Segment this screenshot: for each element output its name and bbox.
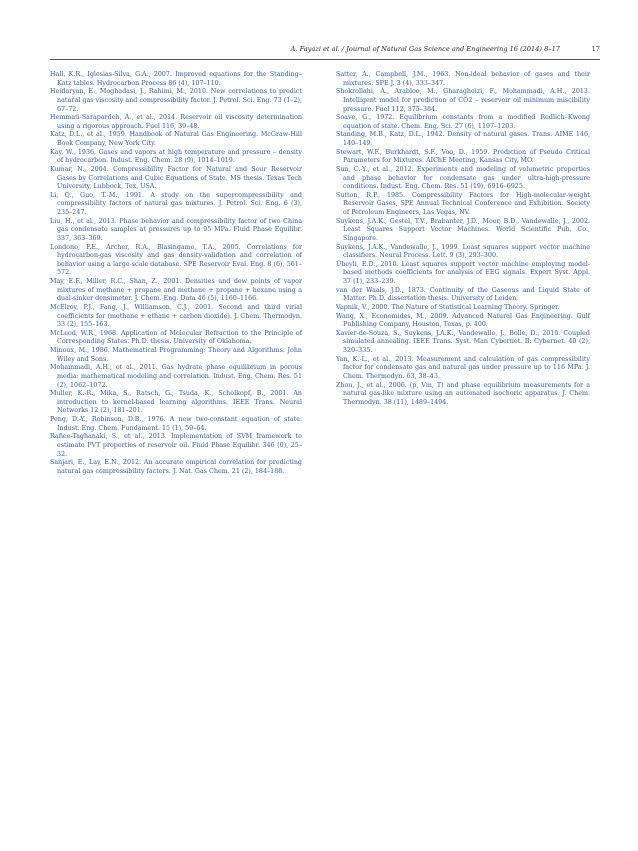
reference-entry[interactable]: McLeod, W.R., 1968. Application of Molecular Refraction to the Principle of Corresponding States. Ph.D. thesis. University of Oklahoma.: [50, 329, 302, 346]
reference-entry[interactable]: Übeyli, E.D., 2010. Least squares support vector machine employing model-based methods coefficients for analysis of EEG signals. Expert Syst. Appl. 37 (1), 233–239.: [336, 260, 590, 285]
reference-entry[interactable]: Suykens, J.A.K., Gestel, T.V., Brabanter, J.D., Moor, B.D., Vandewalle, J., 2002. Least Squares Support Vector Machines. World Scientific Pub. Co., Singapore.: [336, 217, 590, 242]
header-rule: [50, 59, 600, 60]
reference-entry[interactable]: Shokrollahi, A., Arabloo, M., Gharagheizi, F., Mohammadi, A.H., 2013. Intelligent model for prediction of CO2 – reservoir oil minimum miscibility pressure. Fuel 112, 375–384.: [336, 88, 590, 113]
reference-entry[interactable]: Zhou, J., et al., 2006. (p, Vm, T) and phase equilibrium measurements for a natural gas-like mixture using an automated isochoric apparatus. J. Chem. Thermodyn. 38 (11), 1489–1494.: [336, 381, 590, 406]
reference-entry[interactable]: May, E.F., Miller, R.C., Shan, Z., 2001. Densities and dew points of vapor mixtures of methane + propane and methane + propane + hexane using a dual-sinker densimeter. J. Chem. Eng. Data 46 (5), 1160–1166.: [50, 278, 302, 303]
reference-entry[interactable]: van der Waals, J.D., 1873. Continuity of the Gaseous and Liquid State of Matter. Ph.D. dissertation thesis. University of Leiden.: [336, 286, 590, 303]
running-header: [50, 44, 600, 58]
reference-entry[interactable]: Xavier-de-Souza, S., Suykens, J.A.K., Vandewalle, J., Bolle, D., 2010. Coupled simulated annealing. IEEE Trans. Syst. Man Cybernet. B: Cybernet. 40 (2), 320–335.: [336, 329, 590, 354]
reference-entry[interactable]: Katz, D.L., et al., 1959. Handbook of Natural Gas Engineering. McGraw-Hill Book Company, New York City.: [50, 131, 302, 147]
reference-entry[interactable]: Sutton, R.P., 1985. Compressibility Factors for High-molecular-weight Reservoir Gases, SPE Annual Technical Conference and Exhibition. Society of Petroleum Engineers, Las Vegas, NV.: [336, 191, 590, 216]
reference-entry[interactable]: Stewart, W.F., Burkhardt, S.F., Voo, D., 1959. Prediction of Pseudo Critical Parameters for Mixtures. AIChE Meeting, Kansas City, MO.: [336, 148, 590, 165]
page-number: 17: [591, 45, 600, 53]
reference-entry[interactable]: Hall, K.R., Iglesias-Silva, G.A., 2007. Improved equations for the Standing–Katz tables. Hydrocarbon Process 86 (4), 107–110.: [50, 71, 302, 87]
reference-entry[interactable]: Wang, X., Economides, M., 2009. Advanced Natural Gas Engineering. Gulf Publishing Company, Houston, Texas, p. 400.: [336, 312, 590, 329]
reference-entry[interactable]: Yan, K.-L., et al., 2013. Measurement and calculation of gas compressibility factor for condensate gas and natural gas under pressure up to 116 MPa. J. Chem. Thermodyn. 63, 38–43.: [336, 355, 590, 380]
reference-entry[interactable]: Satter, A., Campbell, J.M., 1963. Non-ideal behavior of gases and their mixtures. SPE J. 3 (4), 333–347.: [336, 71, 590, 87]
reference-entry[interactable]: Heidaryan, E., Moghadasi, J., Rahimi, M., 2010. New correlations to predict natural gas viscosity and compressibility factor. J. Petrol. Sci. Eng. 73 (1–2), 67–72.: [50, 88, 302, 113]
reference-entry[interactable]: Standing, M.B., Katz, D.L., 1942. Density of natural gases. Trans. AIME 146, 140–149.: [336, 131, 590, 147]
reference-entry[interactable]: Peng, D.-Y., Robinson, D.B., 1976. A new two-constant equation of state. Indust. Eng. Chem. Fundament. 15 (1), 59–64.: [50, 416, 302, 432]
references-column-left: [50, 71, 302, 476]
reference-entry[interactable]: Hemmati-Sarapardeh, A., et al., 2014. Reservoir oil viscosity determination using a rigorous approach. Fuel 116, 39–48.: [50, 114, 302, 130]
reference-entry[interactable]: Kumar, N., 2004. Compressibility Factor for Natural and Sour Reservoir Gases by Correlations and Cubic Equations of State. MS thesis. Texas Tech University, Lubbock, Tex, USA.: [50, 165, 302, 191]
reference-entry[interactable]: Sanjari, E., Lay, E.N., 2012. An accurate empirical correlation for predicting natural gas compressibility factors. J. Nat. Gas Chem. 21 (2), 184–188.: [50, 459, 302, 475]
reference-entry[interactable]: Soave, G., 1972. Equilibrium constants from a modified Redlich–Kwong equation of state. Chem. Eng. Sci. 27 (6), 1197–1203.: [336, 114, 590, 130]
reference-entry[interactable]: Suykens, J.A.K., Vandewalle, J., 1999. Least squares support vector machine classifiers. Neural Process. Lett. 9 (3), 293–300.: [336, 243, 590, 260]
journal-running-title: A. Fayazi et al. / Journal of Natural Gas Science and Engineering 16 (2014) 8–17: [290, 45, 560, 53]
references-column-right: [336, 71, 590, 407]
reference-entry[interactable]: Kay, W., 1936. Gases and vapors at high temperature and pressure – density of hydrocarbon. Indust. Eng. Chem. 28 (9), 1014–1019.: [50, 148, 302, 165]
reference-entry[interactable]: Minoux, M., 1986. Mathematical Programming: Theory and Algorithms. John Wiley and Sons.: [50, 347, 302, 363]
reference-entry[interactable]: Muller, K.-R., Mika, S., Ratsch, G., Tsuda, K., Scholkopf, B., 2001. An introduction to kernel-based learning algorithms. IEEE Trans. Neural Networks 12 (2), 181–201.: [50, 390, 302, 415]
reference-entry[interactable]: McElroy, P.J., Fang, J., Williamson, C.J., 2001. Second and third virial coefficients for (methane + ethane + carbon dioxide). J. Chem. Thermodyn. 33 (2), 155–163.: [50, 303, 302, 329]
reference-entry[interactable]: Liu, H., et al., 2013. Phase behavior and compressibility factor of two China gas condensate samples at pressures up to 95 MPa. Fluid Phase Equilibr. 337, 363–369.: [50, 217, 302, 242]
reference-entry[interactable]: Rafiee-Taghanaki, S., et al., 2013. Implementation of SVM framework to estimate PVT properties of reservoir oil. Fluid Phase Equilibr. 346 (0), 25–32.: [50, 433, 302, 458]
reference-entry[interactable]: Li, Q., Guo, T.-M., 1991. A study on the supercompressibility and compressibility factors of natural gas mixtures. J. Petrol. Sci. Eng. 6 (3), 235–247.: [50, 191, 302, 216]
reference-entry[interactable]: Londono, F.E., Archer, R.A., Blasingame, T.A., 2005. Correlations for hydrocarbon-gas viscosity and gas density-validation and correlation of behavior using a large-scale database. SPE Reservoir Eval. Eng. 8 (6), 561–572.: [50, 243, 302, 277]
reference-entry[interactable]: Vapnik, V., 2000. The Nature of Statistical Learning Theory. Springer.: [336, 303, 560, 311]
reference-entry[interactable]: Sun, C.-Y., et al., 2012. Experiments and modeling of volumetric properties and phase behavior for condensate gas under ultra-high-pressure conditions. Indust. Eng. Chem. Res. 51 (19), 6916–6925.: [336, 165, 590, 191]
reference-entry[interactable]: Mohammadi, A.H., et al., 2011. Gas hydrate phase equilibrium in porous media: mathematical modeling and correlation. Indust. Eng. Chem. Res. 51 (2), 1062–1072.: [50, 364, 302, 389]
